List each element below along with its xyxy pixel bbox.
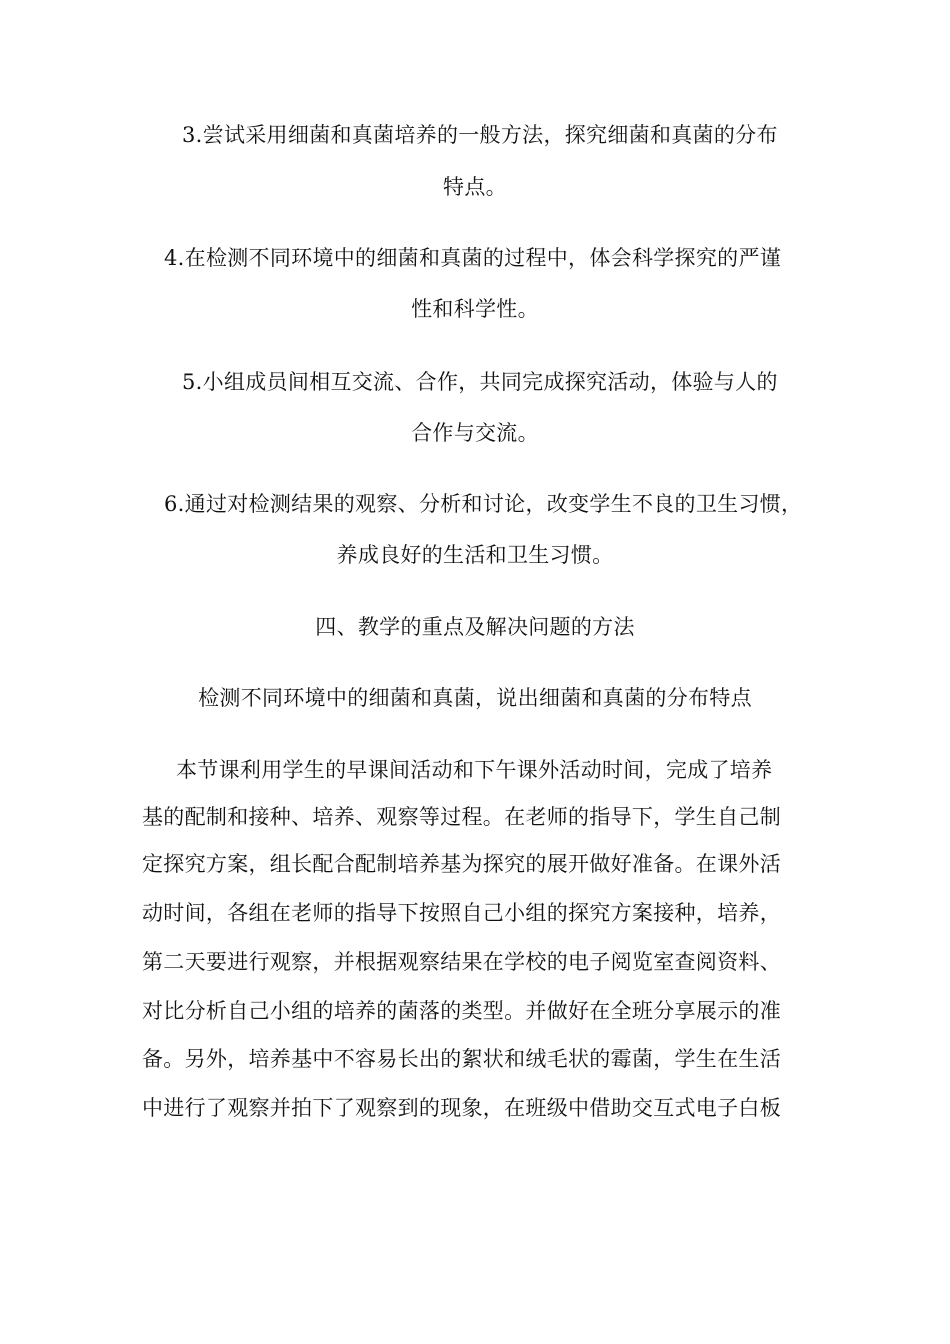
body-line-1: 本节课利用学生的早课间活动和下午课外活动时间，完成了培养	[176, 758, 773, 782]
body-line-4: 动时间，各组在老师的指导下按照自己小组的探究方案接种，培养，	[142, 901, 781, 925]
focus-statement: 检测不同环境中的细菌和真菌，说出细菌和真菌的分布特点	[198, 686, 752, 710]
objective-4-line-1	[0, 243, 950, 273]
body-line-8: 中进行了观察并拍下了观察到的现象，在班级中借助交互式电子白板	[142, 1096, 781, 1120]
objective-4-number: 4.	[164, 246, 185, 270]
body-line-2: 基的配制和接种、培养、观察等过程。在老师的指导下，学生自己制	[142, 805, 781, 829]
body-line-5: 第二天要进行观察，并根据观察结果在学校的电子阅览室查阅资料、	[142, 950, 781, 974]
objective-3-text: 尝试采用细菌和真菌培养的一般方法，探究细菌和真菌的分布	[202, 123, 778, 147]
section-heading: 四、教学的重点及解决问题的方法	[315, 615, 635, 639]
objective-5-number: 5.	[182, 370, 203, 394]
objective-6-number: 6.	[164, 492, 185, 516]
body-line-3: 定探究方案，组长配合配制培养基为探究的展开做好准备。在课外活	[142, 852, 781, 876]
objective-5-text: 小组成员间相互交流、合作，共同完成探究活动，体验与人的	[202, 370, 778, 394]
objective-6-text: 通过对检测结果的观察、分析和讨论，改变学生不良的卫生习惯，	[184, 492, 803, 516]
objective-6-line-1	[0, 489, 950, 519]
objective-3-line-1	[0, 120, 950, 150]
objective-5-line-2: 合作与交流。	[411, 421, 539, 445]
body-line-7: 备。另外，培养基中不容易长出的絮状和绒毛状的霉菌，学生在生活	[142, 1047, 781, 1071]
objective-6-line-2: 养成良好的生活和卫生习惯。	[336, 543, 614, 567]
body-line-6: 对比分析自己小组的培养的菌落的类型。并做好在全班分享展示的准	[142, 999, 781, 1023]
objective-4-text: 在检测不同环境中的细菌和真菌的过程中，体会科学探究的严谨	[184, 246, 782, 270]
objective-3-line-2: 特点。	[443, 175, 507, 199]
objective-4-line-2: 性和科学性。	[411, 297, 539, 321]
objective-3-number: 3.	[182, 123, 203, 147]
objective-5-line-1	[0, 367, 950, 397]
